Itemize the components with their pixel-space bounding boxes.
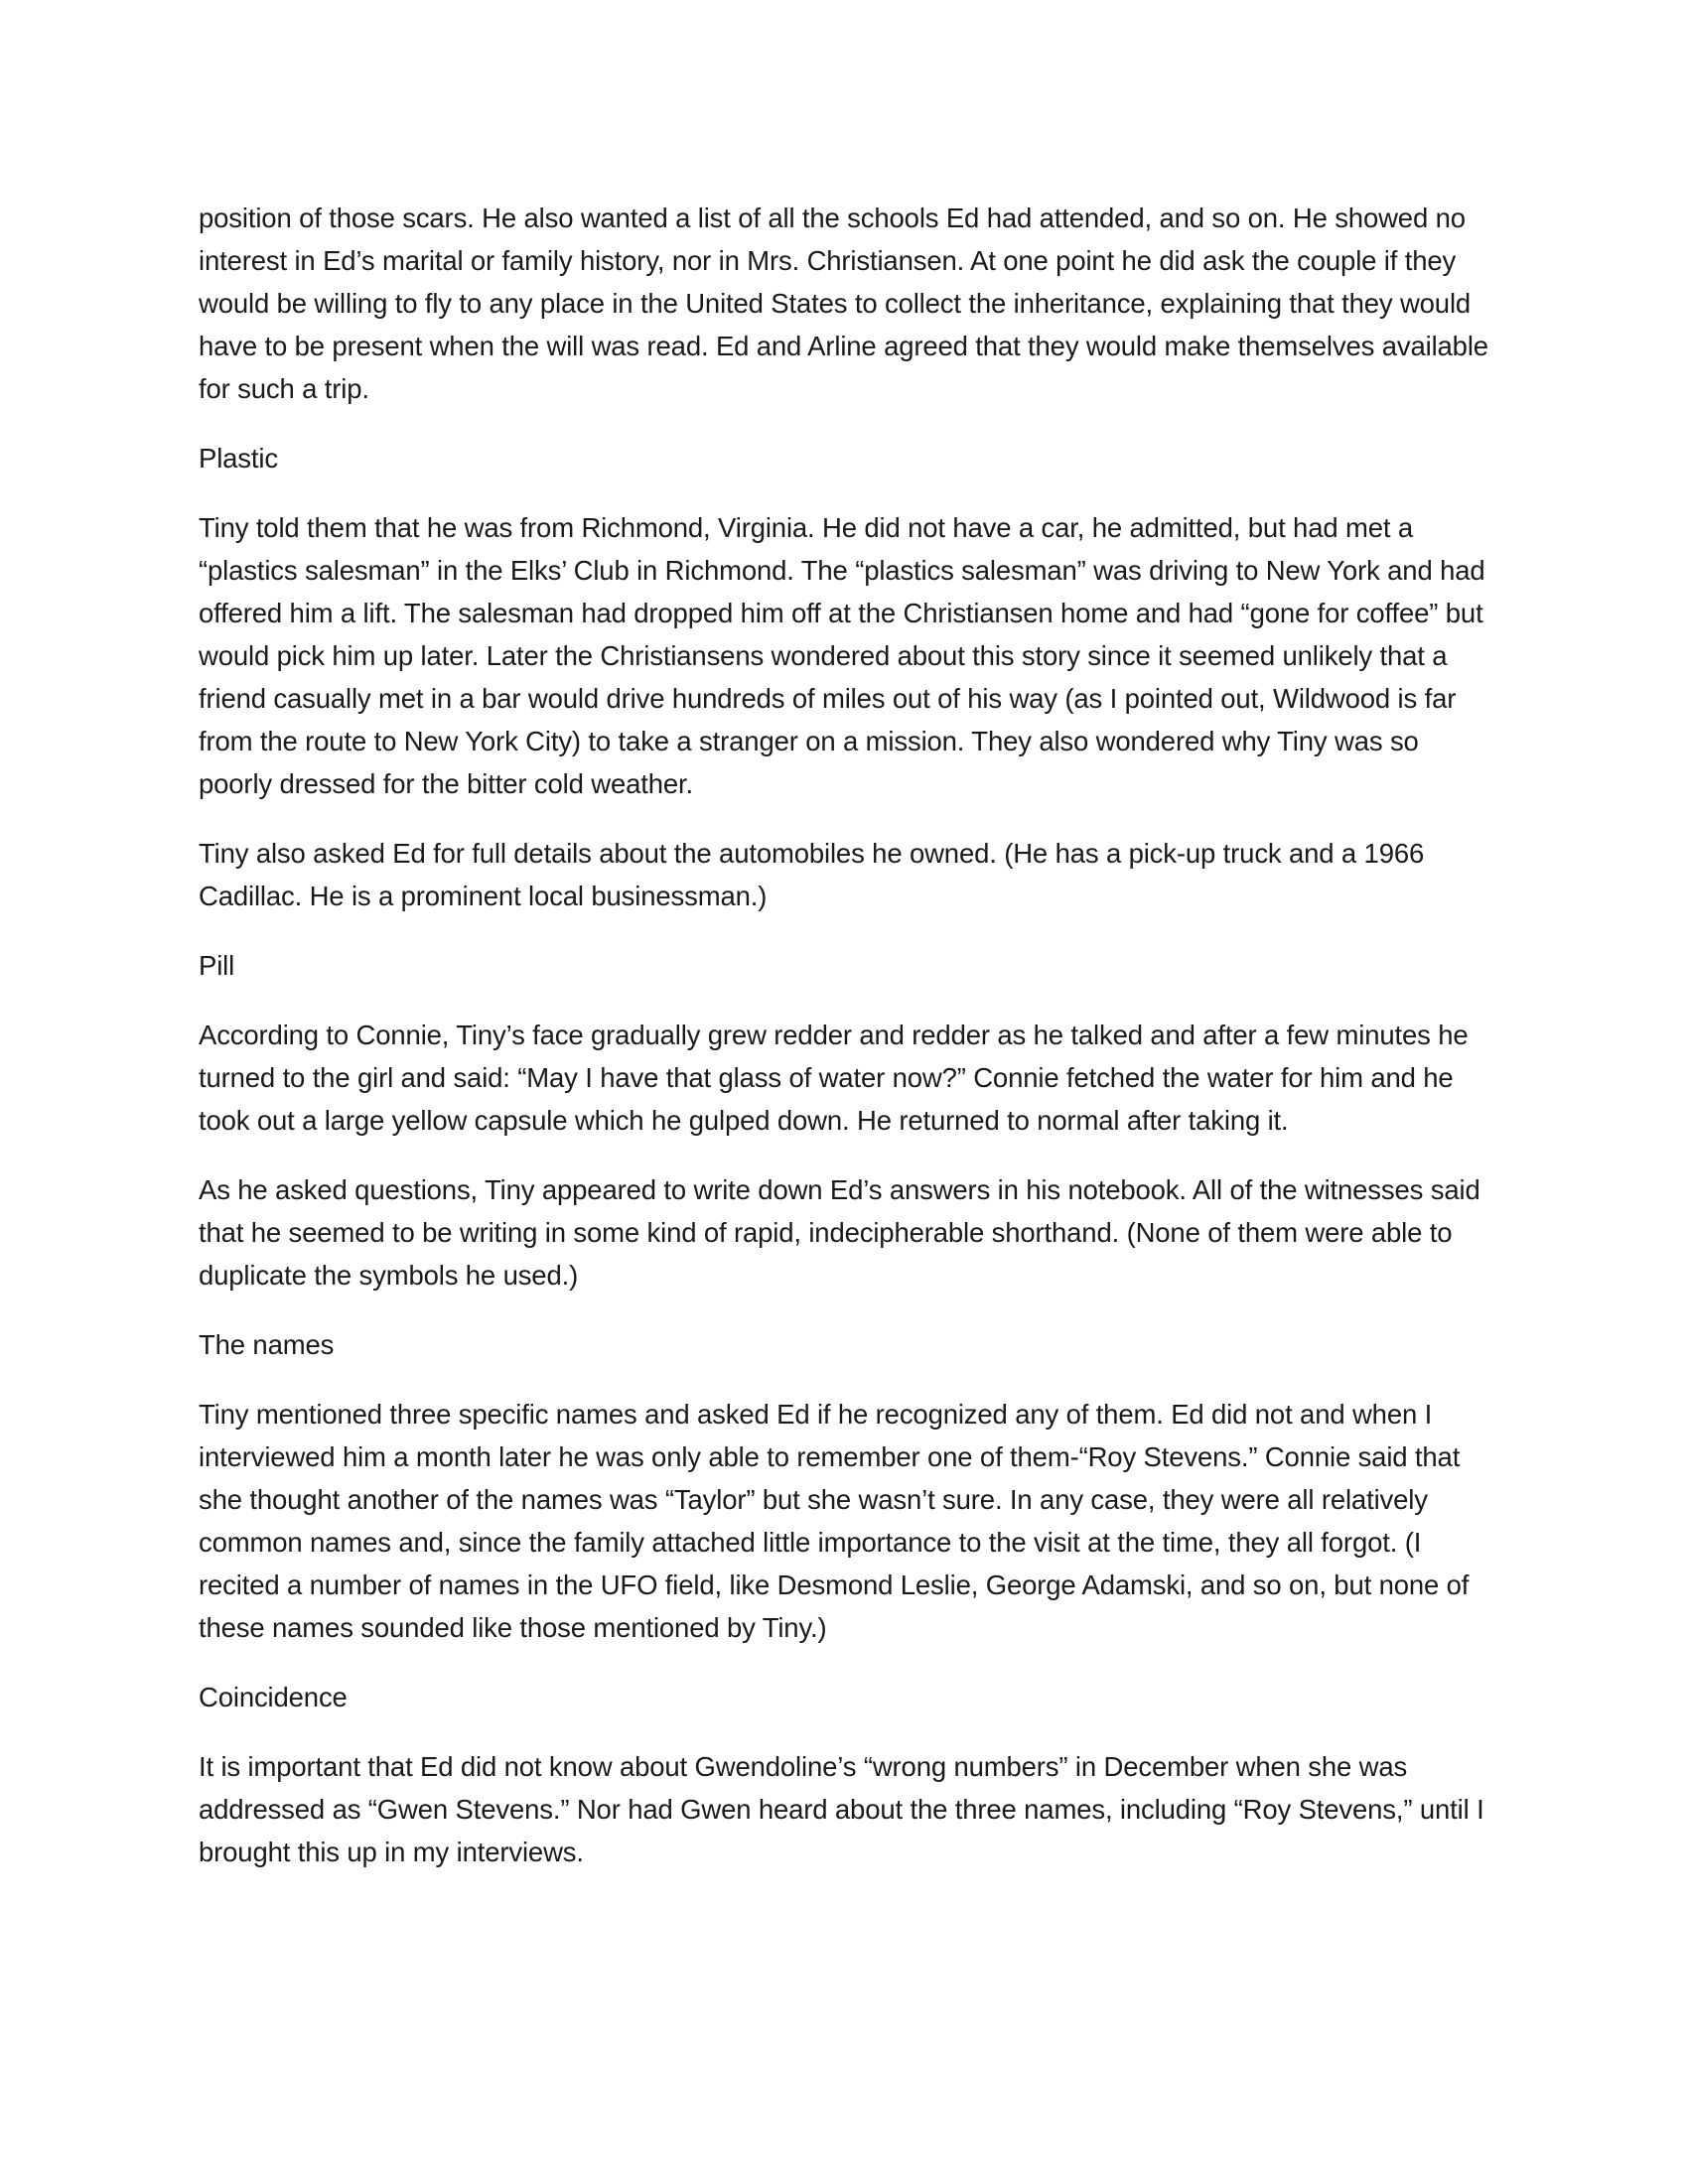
paragraph-scars-inheritance: position of those scars. He also wanted a list of all the schools Ed had attended, and so on. He showed no interest in Ed’s marital or family history, nor in Mrs. Christiansen. At one point he did ask the couple if they would be willing to fly to any place in the United States to collect the inheritance, explaining that they would have to be present when the will was read. Ed and Arline agreed that they would make themselves available for such a trip. xyxy=(199,203,1488,404)
paragraph-plastics-salesman: Tiny told them that he was from Richmond, Virginia. He did not have a car, he admitted, but had met a “plastics salesman” in the Elks’ Club in Richmond. The “plastics salesman” was driving to New York and had offered him a lift. The salesman had dropped him off at the Christiansen home and had “gone for coffee” but would pick him up later. Later the Christiansens wondered about this story since it seemed unlikely that a friend casually met in a bar would drive hundreds of miles out of his way (as I pointed out, Wildwood is far from the route to New York City) to take a stranger on a mission. They also wondered why Tiny was so poorly dressed for the bitter cold weather. xyxy=(199,512,1485,799)
paragraph-automobiles: Tiny also asked Ed for full details about the automobiles he owned. (He has a pick-up truck and a 1966 Cadillac. He is a prominent local businessman.) xyxy=(199,838,1425,911)
document-page xyxy=(199,197,1489,1900)
section-heading-pill: Pill xyxy=(199,950,235,981)
section-heading-coincidence: Coincidence xyxy=(199,1682,348,1712)
paragraph-yellow-capsule: According to Connie, Tiny’s face gradually grew redder and redder as he talked and after a few minutes he turned to the girl and said: “May I have that glass of water now?” Connie fetched the water for him and he took out a large yellow capsule which he gulped down. He returned to normal after taking it. xyxy=(199,1020,1469,1136)
paragraph-shorthand-notebook: As he asked questions, Tiny appeared to write down Ed’s answers in his notebook. All of the witnesses said that he seemed to be writing in some kind of rapid, indecipherable shorthand. (None of them were able to duplicate the symbols he used.) xyxy=(199,1174,1480,1291)
section-heading-plastic: Plastic xyxy=(199,443,278,474)
paragraph-three-names: Tiny mentioned three specific names and asked Ed if he recognized any of them. Ed did not and when I interviewed him a month later he was only able to remember one of them-“Roy Stevens.” Connie said that she thought another of the names was “Taylor” but she wasn’t sure. In any case, they were all relatively common names and, since the family attached little importance to the visit at the time, they all forgot. (I recited a number of names in the UFO field, like Desmond Leslie, George Adamski, and so on, but none of these names sounded like those mentioned by Tiny.) xyxy=(199,1399,1470,1643)
paragraph-wrong-numbers: It is important that Ed did not know about Gwendoline’s “wrong numbers” in December when she was addressed as “Gwen Stevens.” Nor had Gwen heard about the three names, including “Roy Stevens,” until I brought this up in my interviews. xyxy=(199,1751,1484,1867)
section-heading-the-names: The names xyxy=(199,1329,335,1360)
